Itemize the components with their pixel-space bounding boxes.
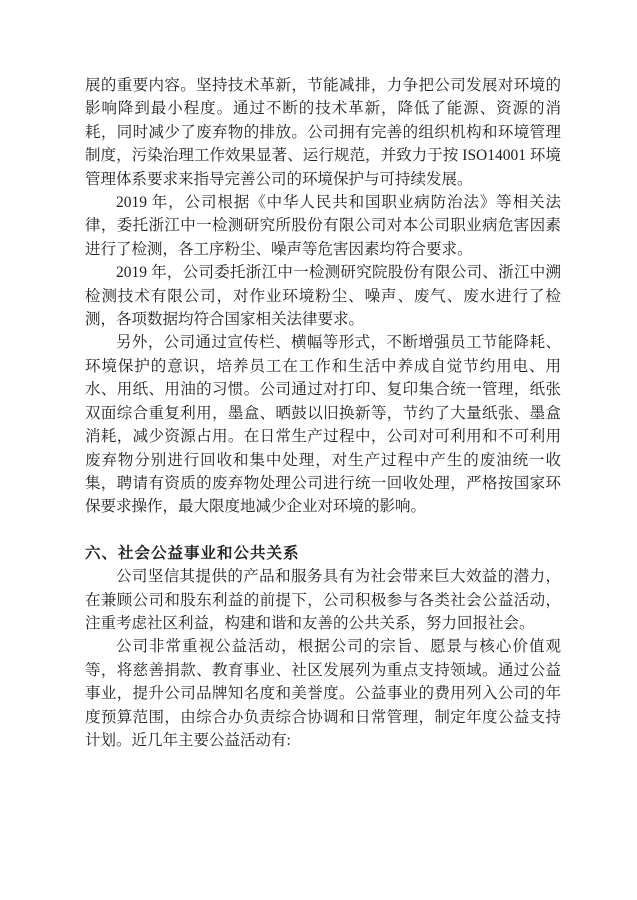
paragraph-social-benefit-belief: 公司坚信其提供的产品和服务具有为社会带来巨大效益的潜力，在兼顾公司和股东利益的前提下，公司积极参与各类社会公益活动，注重考虑社区利益，构建和谐和友善的公共关系，努力回报社会。: [85, 568, 561, 632]
paragraph-environment-continuation: 展的重要内容。坚持技术革新，节能减排，力争把公司发展对环境的影响降到最小程度。通过不断的技术革新，降低了能源、资源的消耗，同时减少了废弃物的排放。公司拥有完善的组织机构和环境管理制度，污染治理工作效果显著、运行规范，并致力于按 ISO14001 环境管理体系要求来指导完善公司的环境保护与可持续发展。: [85, 77, 561, 188]
paragraph-public-welfare-focus: 公司非常重视公益活动，根据公司的宗旨、愿景与核心价值观等，将慈善捐款、教育事业、社区发展列为重点支持领域。通过公益事业，提升公司品牌知名度和美誉度。公益事业的费用列入公司的年度预算范围，由综合办负责综合协调和日常管理，制定年度公益支持计划。近几年主要公益活动有:: [85, 638, 561, 749]
section-heading-public-welfare: 六、社会公益事业和公共关系: [85, 544, 300, 562]
paragraph-energy-saving-and-waste: 另外，公司通过宣传栏、横幅等形式，不断增强员工节能降耗、环境保护的意识，培养员工在工作和生活中养成自觉节约用电、用水、用纸、用油的习惯。公司通过对打印、复印集合统一管理，纸张双面综合重复利用，墨盒、晒鼓以旧换新等，节约了大量纸张、墨盒消耗，减少资源占用。在日常生产过程中，公司对可利用和不可利用废弃物分别进行回收和集中处理，对生产过程中产生的废油统一收集，聘请有资质的废弃物处理公司进行统一回收处理，严格按国家环保要求操作，最大限度地减少企业对环境的影响。: [85, 334, 561, 516]
paragraph-occupational-disease-testing: 2019 年，公司根据《中华人民共和国职业病防治法》等相关法律，委托浙江中一检测研究所股份有限公司对本公司职业病危害因素进行了检测，各工序粉尘、噪声等危害因素均符合要求。: [85, 194, 561, 258]
paragraph-work-environment-testing: 2019 年，公司委托浙江中一检测研究院股份有限公司、浙江中溯检测技术有限公司，对作业环境粉尘、噪声、废气、废水进行了检测，各项数据均符合国家相关法律要求。: [85, 264, 561, 329]
